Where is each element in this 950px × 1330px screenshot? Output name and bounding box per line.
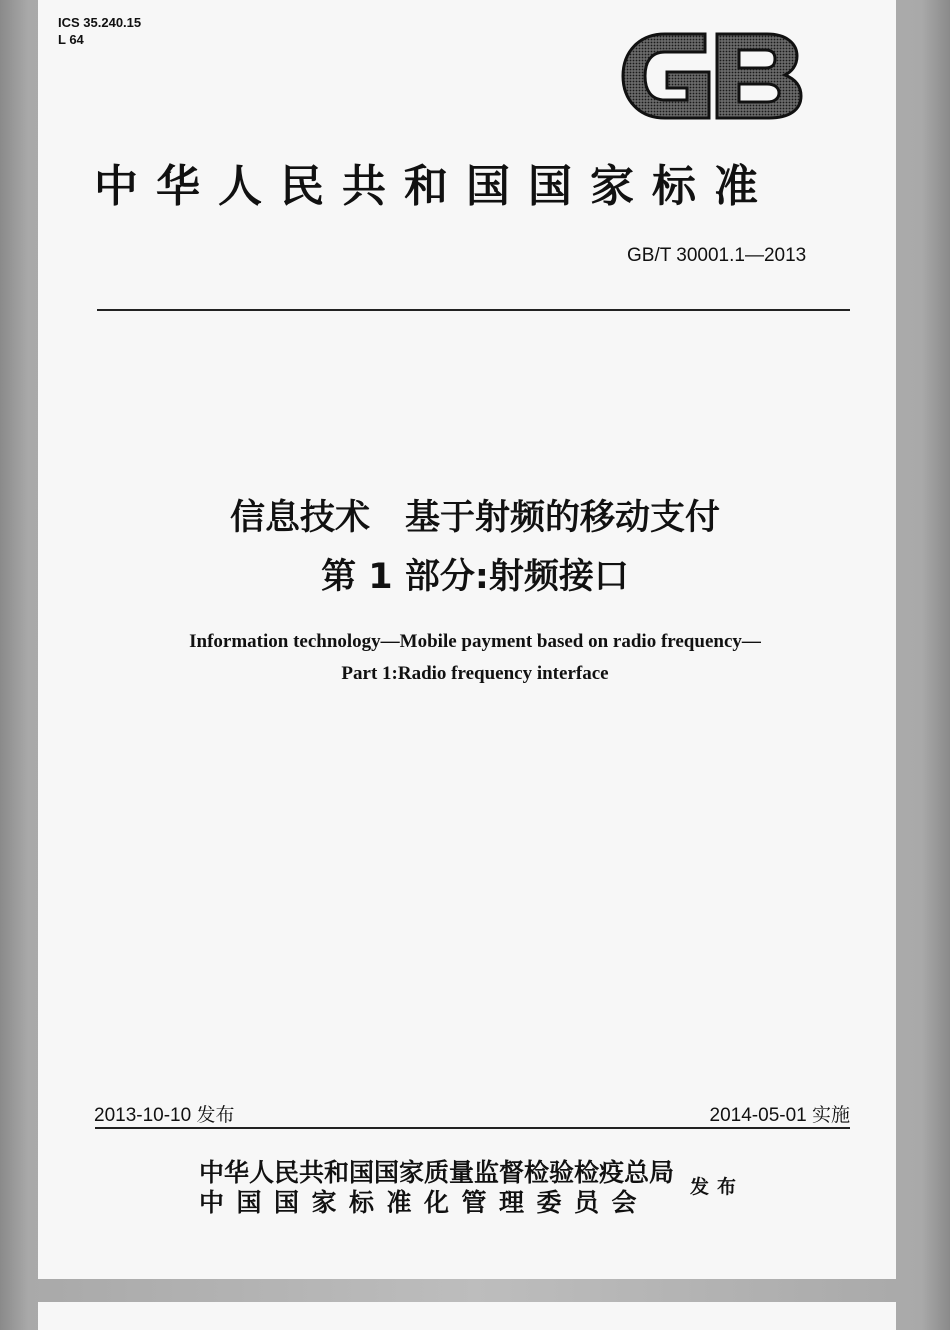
gb-logo-graphic — [617, 26, 807, 126]
ics-code: ICS 35.240.15 — [58, 15, 142, 30]
chinese-title-line-2: 第 1 部分:射频接口 — [321, 557, 629, 597]
ccs-code: L 64 — [58, 32, 84, 47]
header-divider — [97, 309, 850, 311]
chinese-title-line-1: 信息技术 基于射频的移动支付 — [229, 498, 720, 538]
issue-date: 2013-10-10 发布 — [94, 1105, 235, 1126]
issuer-line-2: 中国国家标准化管理委员会 — [199, 1188, 650, 1217]
footer-divider — [95, 1127, 850, 1129]
national-standard-title: 中华人民共和国国家标准 — [94, 161, 776, 212]
classification-codes — [58, 14, 141, 48]
publish-label: 发布 — [690, 1176, 745, 1198]
standard-number: GB/T 30001.1—2013 — [627, 245, 807, 266]
english-title-line-2: Part 1:Radio frequency interface — [341, 663, 609, 684]
implementation-date: 2014-05-01 实施 — [709, 1105, 850, 1126]
english-title-line-1: Information technology—Mobile payment based on radio frequency— — [189, 631, 761, 652]
issuer-line-1: 中华人民共和国国家质量监督检验检疫总局 — [199, 1158, 675, 1187]
gb-logo — [617, 26, 807, 126]
next-page-edge — [38, 1302, 896, 1330]
